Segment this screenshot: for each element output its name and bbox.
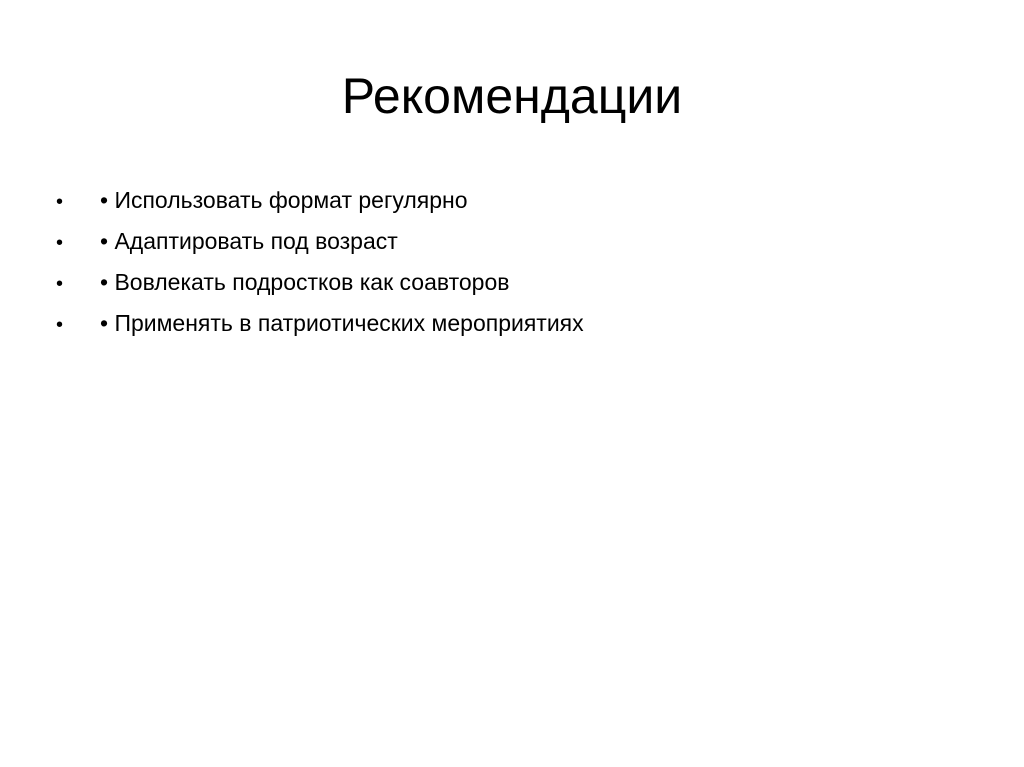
- list-item-text: • Вовлекать подростков как соавторов: [100, 269, 510, 295]
- bullet-icon: •: [56, 232, 64, 254]
- list-item: [56, 180, 956, 221]
- bullet-icon: •: [56, 191, 64, 213]
- list-item-text: • Использовать формат регулярно: [100, 187, 468, 213]
- bullet-icon: •: [56, 273, 64, 295]
- list-item: [56, 262, 956, 303]
- bullet-list: [56, 180, 956, 344]
- slide-title: Рекомендации: [341, 68, 683, 124]
- list-item-text: • Адаптировать под возраст: [100, 228, 398, 254]
- list-item: [56, 303, 956, 344]
- list-item-text: • Применять в патриотических мероприятиях: [100, 310, 584, 336]
- bullet-icon: •: [56, 314, 64, 336]
- list-item: [56, 221, 956, 262]
